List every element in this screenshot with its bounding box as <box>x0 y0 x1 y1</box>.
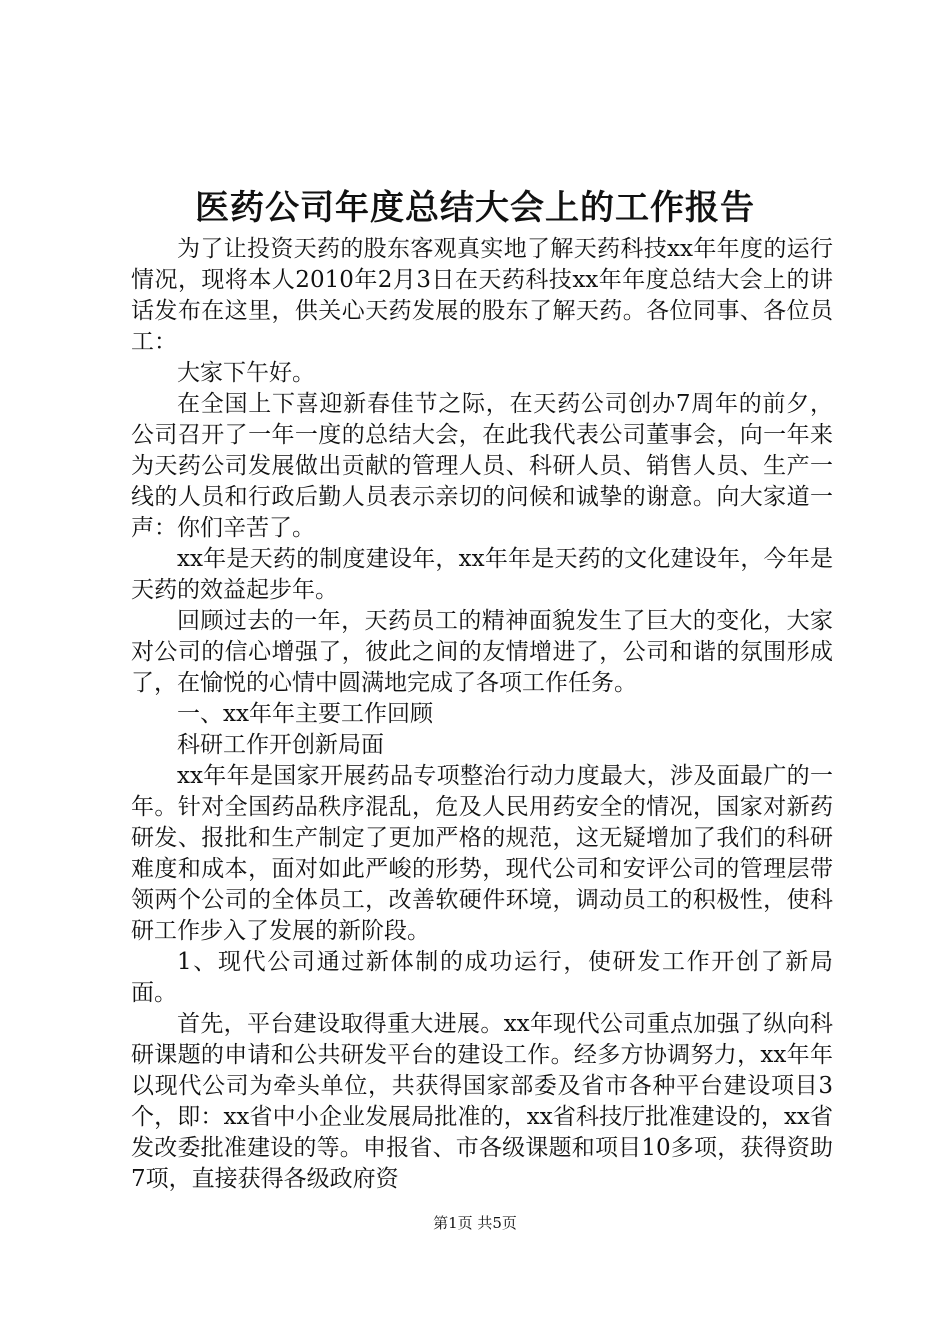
page-footer: 第1页 共5页 <box>433 1214 517 1232</box>
subsection-heading: 科研工作开创新局面 <box>177 732 384 758</box>
paragraph-review: 回顾过去的一年，天药员工的精神面貌发生了巨大的变化，大家对公司的信心增强了，彼此之间的友情增进了，公司和谐的氛围形成了，在愉悦的心情中圆满地完成了各项工作任务。 <box>131 608 833 696</box>
paragraph-platform: 首先，平台建设取得重大进展。xx年现代公司重点加强了纵向科研课题的申请和公共研发平台的建设工作。经多方协调努力，xx年年以现代公司为牵头单位，共获得国家部委及省市各种平台建设项目3个，即：xx省中小企业发展局批准的，xx省科技厅批准建设的，xx省发改委批准建设的等。申报省、市各级课题和项目10多项，获得资助7项，直接获得各级政府资 <box>131 1011 833 1192</box>
paragraph-research: xx年年是国家开展药品专项整治行动力度最大，涉及面最广的一年。针对全国药品秩序混乱，危及人民用药安全的情况，国家对新药研发、报批和生产制定了更加严格的规范，这无疑增加了我们的科研难度和成本，面对如此严峻的形势，现代公司和安评公司的管理层带领两个公司的全体员工，改善软硬件环境，调动员工的积极性，使科研工作步入了发展的新阶段。 <box>131 763 833 944</box>
paragraph-item-1: 1、现代公司通过新体制的成功运行，使研发工作开创了新局面。 <box>131 949 833 1006</box>
document-body <box>131 234 833 1195</box>
paragraph-intro: 为了让投资天药的股东客观真实地了解天药科技xx年年度的运行情况，现将本人2010年2月3日在天药科技xx年年度总结大会上的讲话发布在这里，供关心天药发展的股东了解天药。各位同事、各位员工： <box>131 236 833 355</box>
paragraph-years: xx年是天药的制度建设年，xx年年是天药的文化建设年，今年是天药的效益起步年。 <box>131 546 833 603</box>
paragraph-greeting: 大家下午好。 <box>177 360 315 386</box>
paragraph-thanks: 在全国上下喜迎新春佳节之际，在天药公司创办7周年的前夕，公司召开了一年一度的总结大会，在此我代表公司董事会，向一年来为天药公司发展做出贡献的管理人员、科研人员、销售人员、生产一线的人员和行政后勤人员表示亲切的问候和诚挚的谢意。向大家道一声：你们辛苦了。 <box>131 391 833 541</box>
section-heading-1: 一、xx年年主要工作回顾 <box>177 701 433 727</box>
document-title: 医药公司年度总结大会上的工作报告 <box>195 188 755 228</box>
